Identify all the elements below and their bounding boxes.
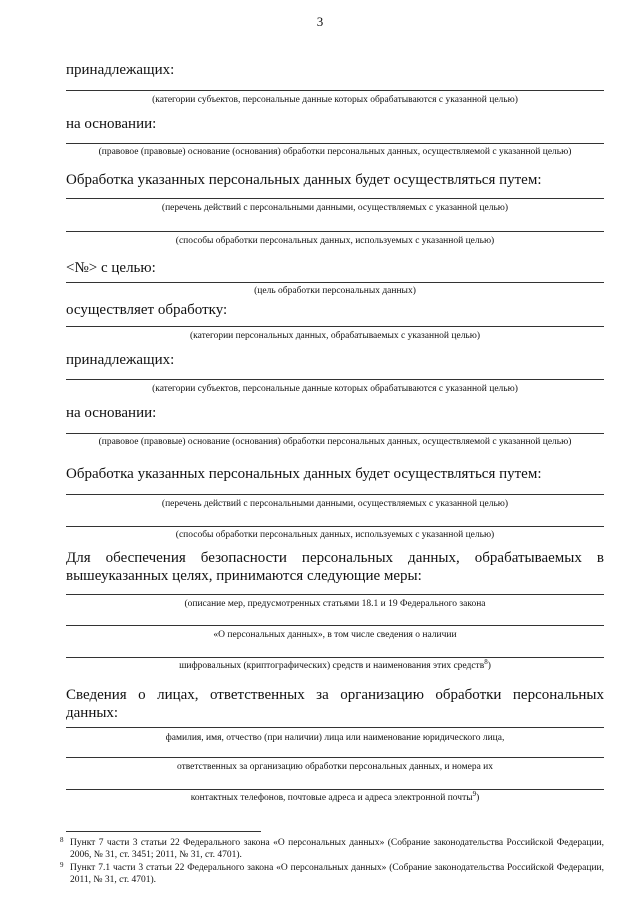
- purpose-label: <№> с целью:: [66, 260, 156, 276]
- actions-caption-2: (перечень действий с персональными данными, осуществляемых с указанной целью): [161, 499, 509, 509]
- basis-field-line-2[interactable]: [66, 433, 604, 434]
- purpose-caption: (цель обработки персональных данных): [254, 286, 416, 296]
- page-number: 3: [316, 14, 324, 29]
- methods-caption-2: (способы обработки персональных данных, используемых с указанной целью): [175, 530, 495, 540]
- belonging-field-line-2[interactable]: [66, 379, 604, 380]
- processing-label: Обработка указанных персональных данных будет осуществляться путем:: [66, 172, 542, 188]
- responsible-caption-2: ответственных за организацию обработки персональных данных, и номера их: [176, 762, 494, 772]
- footnote-8-text: Пункт 7 части 3 статьи 22 Федерального закона «О персональных данных» (Собрание законодательства Российской Федерации, 2006, № 31, ст. 3451; 2011, № 31, ст. 4701).: [70, 838, 604, 860]
- footnote-ref-8[interactable]: 8: [484, 657, 488, 666]
- methods-caption: (способы обработки персональных данных, используемых с указанной целью): [175, 236, 495, 246]
- measures-field-line-3[interactable]: [66, 657, 604, 658]
- responsible-label-line2: данных:: [66, 705, 119, 721]
- responsible-caption-3-end: ): [476, 793, 480, 803]
- methods-field-line[interactable]: [66, 231, 604, 232]
- footnote-separator: [66, 831, 261, 832]
- basis-field-line[interactable]: [66, 143, 604, 144]
- footnote-ref-9[interactable]: 9: [472, 789, 477, 798]
- measures-caption-3: [66, 657, 604, 672]
- footnote-9-mark: 9: [60, 861, 64, 869]
- footnote-8: [60, 837, 604, 861]
- responsible-field-line-1[interactable]: [66, 727, 604, 728]
- belonging-caption: (категории субъектов, персональные данные которых обрабатываются с указанной целью): [152, 95, 518, 105]
- basis-caption: (правовое (правовые) основание (основания) обработки персональных данных, осуществляемой с указанной целью): [98, 147, 572, 157]
- footnote-8-mark: 8: [60, 836, 64, 844]
- security-label-line1: Для обеспечения безопасности персональных данных, обрабатываемых в: [66, 550, 604, 566]
- measures-field-line-1[interactable]: [66, 594, 604, 595]
- measures-caption-3-end: ): [487, 661, 491, 671]
- actions-caption: (перечень действий с персональными данными, осуществляемых с указанной целью): [161, 203, 509, 213]
- responsible-field-line-3[interactable]: [66, 789, 604, 790]
- responsible-caption-3: [66, 789, 604, 804]
- belonging-field-line[interactable]: [66, 90, 604, 91]
- belonging-label-2: принадлежащих:: [66, 352, 175, 368]
- responsible-caption-3-text: контактных телефонов, почтовые адреса и адреса электронной почты: [190, 793, 473, 803]
- measures-caption-2: «О персональных данных», в том числе сведения о наличии: [213, 630, 457, 640]
- performs-label: осуществляет обработку:: [66, 302, 228, 318]
- methods-field-line-2[interactable]: [66, 526, 604, 527]
- purpose-field-line[interactable]: [66, 282, 604, 283]
- responsible-caption-1: фамилия, имя, отчество (при наличии) лица или наименование юридического лица,: [165, 733, 505, 743]
- basis-label-2: на основании:: [66, 405, 157, 421]
- security-label-line2: вышеуказанных целях, принимаются следующие меры:: [66, 568, 422, 584]
- belonging-label: принадлежащих:: [66, 62, 175, 78]
- categories-field-line[interactable]: [66, 326, 604, 327]
- responsible-field-line-2[interactable]: [66, 757, 604, 758]
- categories-caption: (категории персональных данных, обрабатываемых с указанной целью): [189, 331, 481, 341]
- footnote-9: [60, 862, 604, 886]
- measures-caption-3-text: шифровальных (криптографических) средств и наименования этих средств: [179, 661, 485, 671]
- basis-label: на основании:: [66, 116, 157, 132]
- measures-field-line-2[interactable]: [66, 625, 604, 626]
- processing-label-2: Обработка указанных персональных данных будет осуществляться путем:: [66, 466, 542, 482]
- actions-field-line[interactable]: [66, 198, 604, 199]
- basis-caption-2: (правовое (правовые) основание (основания) обработки персональных данных, осуществляемой с указанной целью): [98, 437, 572, 447]
- belonging-caption-2: (категории субъектов, персональные данные которых обрабатываются с указанной целью): [152, 384, 518, 394]
- actions-field-line-2[interactable]: [66, 494, 604, 495]
- footnote-9-text: Пункт 7.1 части 3 статьи 22 Федерального закона «О персональных данных» (Собрание законодательства Российской Федерации, 2011, № 31, ст. 4701).: [70, 863, 604, 885]
- measures-caption-1: (описание мер, предусмотренных статьями 18.1 и 19 Федерального закона: [184, 599, 486, 609]
- responsible-label-line1: Сведения о лицах, ответственных за организацию обработки персональных: [66, 687, 604, 703]
